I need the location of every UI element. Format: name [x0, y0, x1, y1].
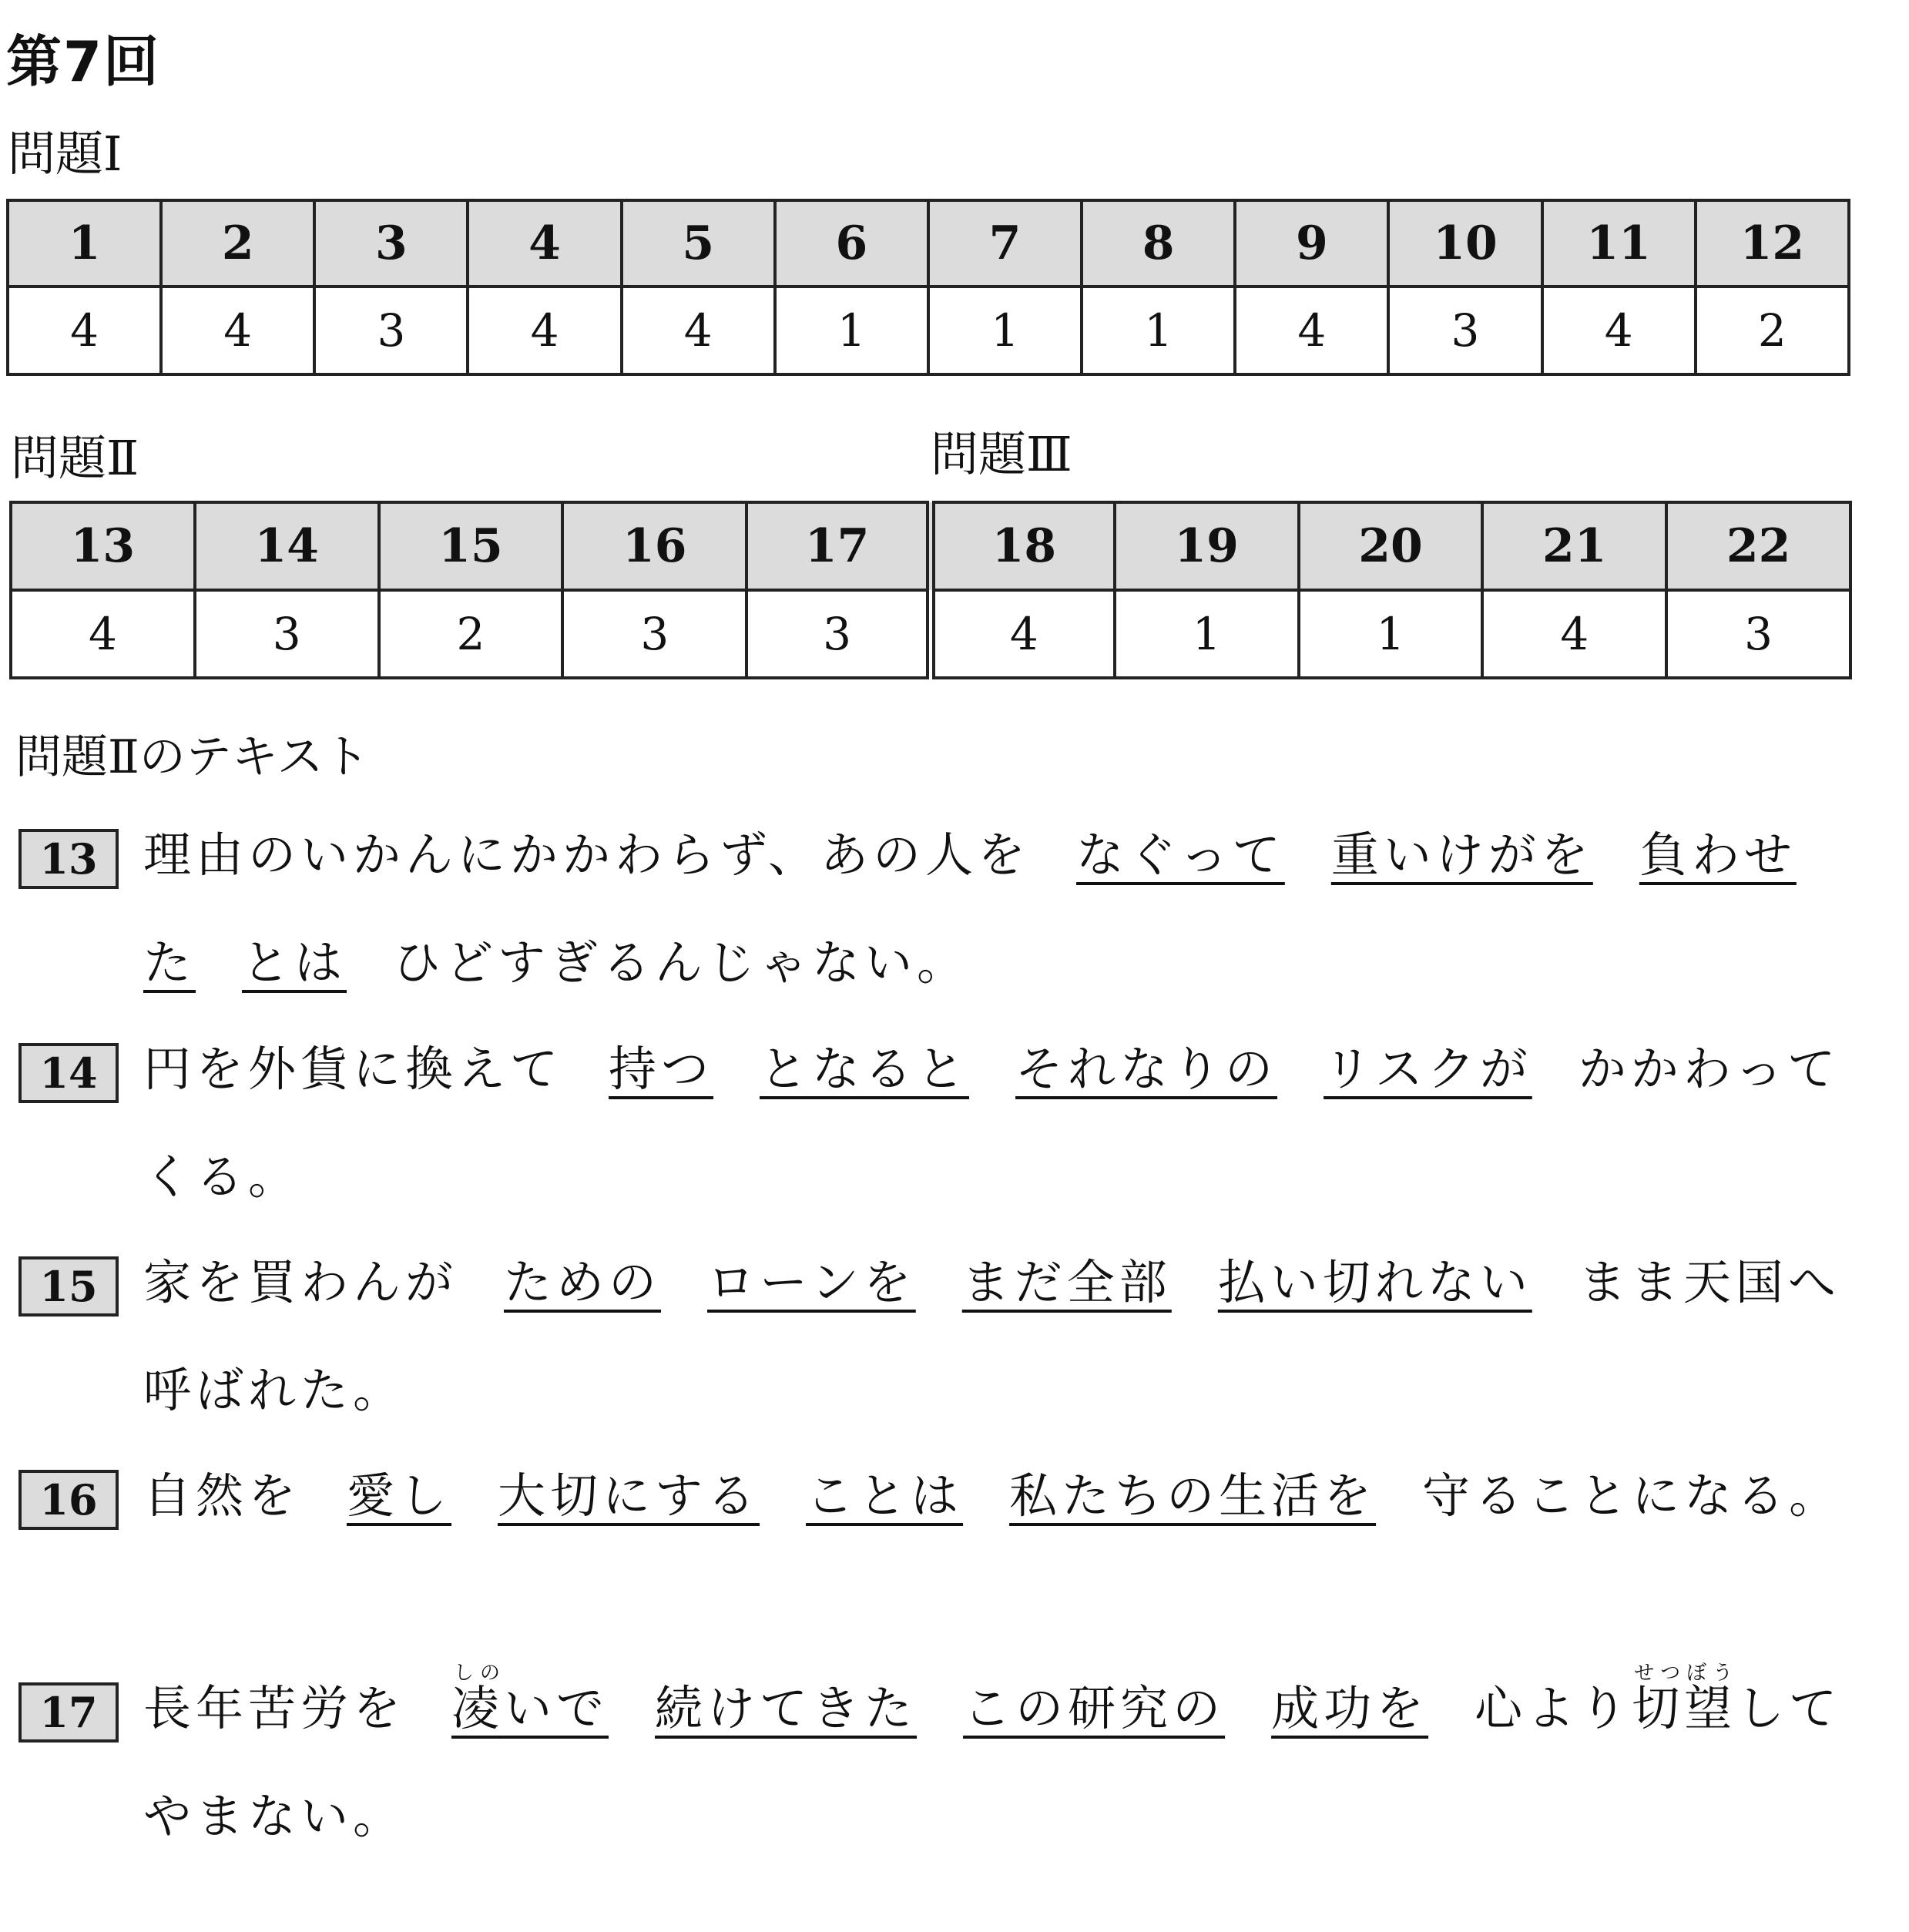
- sentence-lead: 円を外貨に換えて: [143, 1041, 563, 1097]
- question-13: [18, 801, 1891, 1017]
- section-2-3-answer-table: [9, 501, 1852, 679]
- option-2: 大切にする: [498, 1467, 760, 1524]
- answer-value: 2: [379, 590, 563, 678]
- answer-value: 1: [1299, 590, 1483, 678]
- option-4: 私たちの生活を: [1009, 1467, 1377, 1524]
- option-3: この研究の: [963, 1680, 1226, 1736]
- question-number: 4: [468, 200, 621, 287]
- question-number: 14: [195, 502, 379, 590]
- sentence-tail: かかわってくる。: [143, 1041, 1840, 1205]
- option-4: とは: [242, 934, 347, 991]
- furigana: しの: [451, 1662, 505, 1685]
- kanji-setsubou: [1632, 1662, 1737, 1736]
- question-number-box: 16: [18, 1470, 119, 1530]
- option-4: 成功を: [1271, 1680, 1429, 1736]
- question-number: 6: [775, 200, 928, 287]
- question-number: 12: [1696, 200, 1849, 287]
- option-4: 払い切れない: [1217, 1254, 1532, 1310]
- option-4: リスクが: [1324, 1041, 1532, 1097]
- question-number: 16: [562, 502, 746, 590]
- question-16: [18, 1442, 1891, 1550]
- answer-value: 1: [1082, 287, 1235, 374]
- question-number-box: 14: [18, 1043, 119, 1103]
- question-17: [18, 1655, 1891, 1870]
- answer-value: 3: [1388, 287, 1542, 374]
- question-number: 3: [314, 200, 468, 287]
- question-number-box: 17: [18, 1682, 119, 1742]
- question-number: 11: [1542, 200, 1696, 287]
- answer-value: 3: [562, 590, 746, 678]
- question-number: 9: [1235, 200, 1388, 287]
- question-sentence: [143, 801, 1891, 1017]
- question-number: 20: [1299, 502, 1483, 590]
- sentence-lead: 理由のいかんにかかわらず、あの人を: [143, 827, 1031, 883]
- answer-value: 3: [314, 287, 468, 374]
- question-number-box: 15: [18, 1256, 119, 1317]
- option-3: それなりの: [1015, 1041, 1278, 1097]
- question-number: 2: [161, 200, 314, 287]
- question-number: 8: [1082, 200, 1235, 287]
- question-number: 17: [746, 502, 931, 590]
- option-1: 凌しのいで: [451, 1662, 609, 1736]
- option-1: ための: [504, 1254, 662, 1310]
- question-number-box: 13: [18, 829, 119, 889]
- option-2: 続けてきた: [655, 1680, 918, 1736]
- answer-value: 4: [622, 287, 775, 374]
- answer-value: 4: [161, 287, 314, 374]
- question-sentence: [143, 1229, 1891, 1444]
- answer-value: 3: [195, 590, 379, 678]
- question-number: 10: [1388, 200, 1542, 287]
- answer-value: 1: [1115, 590, 1299, 678]
- answer-value: 4: [1482, 590, 1666, 678]
- answer-value: 4: [1542, 287, 1696, 374]
- question-number: 21: [1482, 502, 1666, 590]
- answer-value: 4: [8, 287, 161, 374]
- question-14: [18, 1015, 1891, 1231]
- option-2: 重いけがを: [1330, 827, 1593, 883]
- text-section-heading: 問題Ⅱのテキスト: [15, 730, 370, 784]
- option-2: ローンを: [707, 1254, 916, 1310]
- sentence-lead: 自然を: [143, 1467, 301, 1524]
- question-15: [18, 1229, 1891, 1444]
- section-2-label: 問題Ⅱ: [11, 430, 139, 486]
- answer-value: 1: [928, 287, 1082, 374]
- answer-value: 3: [1666, 590, 1850, 678]
- question-sentence: [143, 1655, 1891, 1870]
- option-2: となると: [760, 1041, 970, 1097]
- sentence-tail: まま天国へ呼ばれた。: [143, 1254, 1840, 1418]
- kanji-shino: 凌しの: [451, 1662, 505, 1736]
- option-3: 負わせた: [143, 827, 1797, 991]
- sentence-lead: 長年苦労を: [143, 1680, 406, 1736]
- ruby-setsubou: [1632, 1662, 1737, 1736]
- section-3-label: 問題Ⅲ: [931, 426, 1072, 482]
- answer-value: 4: [931, 590, 1115, 678]
- question-number: 5: [622, 200, 775, 287]
- question-number: 18: [931, 502, 1115, 590]
- answer-value: 4: [468, 287, 621, 374]
- question-number: 19: [1115, 502, 1299, 590]
- option-3: ことは: [806, 1467, 964, 1524]
- answer-value: 1: [775, 287, 928, 374]
- answer-value: 4: [1235, 287, 1388, 374]
- sentence-tail: ひどすぎるんじゃない。: [393, 934, 970, 991]
- page-title: 第7回: [6, 29, 161, 94]
- sentence-tail: してやまない。: [143, 1680, 1842, 1844]
- section-1-answer-table: [6, 199, 1850, 376]
- kanji-setsubou-base: 切望: [1632, 1680, 1737, 1736]
- question-sentence: [143, 1015, 1891, 1231]
- sentence-tail: 守ることになる。: [1422, 1467, 1842, 1524]
- question-number: 7: [928, 200, 1082, 287]
- answer-value: 4: [11, 590, 195, 678]
- answer-value: 2: [1696, 287, 1849, 374]
- sentence-lead: 家を買わんが: [143, 1254, 458, 1310]
- option-1: なぐって: [1076, 827, 1285, 883]
- question-sentence: [143, 1442, 1891, 1550]
- question-number: 15: [379, 502, 563, 590]
- option-1: 愛し: [347, 1467, 452, 1524]
- question-number: 13: [11, 502, 195, 590]
- section-1-label: 問題Ⅰ: [8, 126, 122, 182]
- option-3: まだ全部: [961, 1254, 1172, 1310]
- option-1: 持つ: [609, 1041, 714, 1097]
- furigana: せつぼう: [1632, 1662, 1737, 1685]
- answer-value: 3: [746, 590, 931, 678]
- question-number: 22: [1666, 502, 1850, 590]
- question-number: 1: [8, 200, 161, 287]
- sentence-tail-part: 心より: [1475, 1680, 1632, 1736]
